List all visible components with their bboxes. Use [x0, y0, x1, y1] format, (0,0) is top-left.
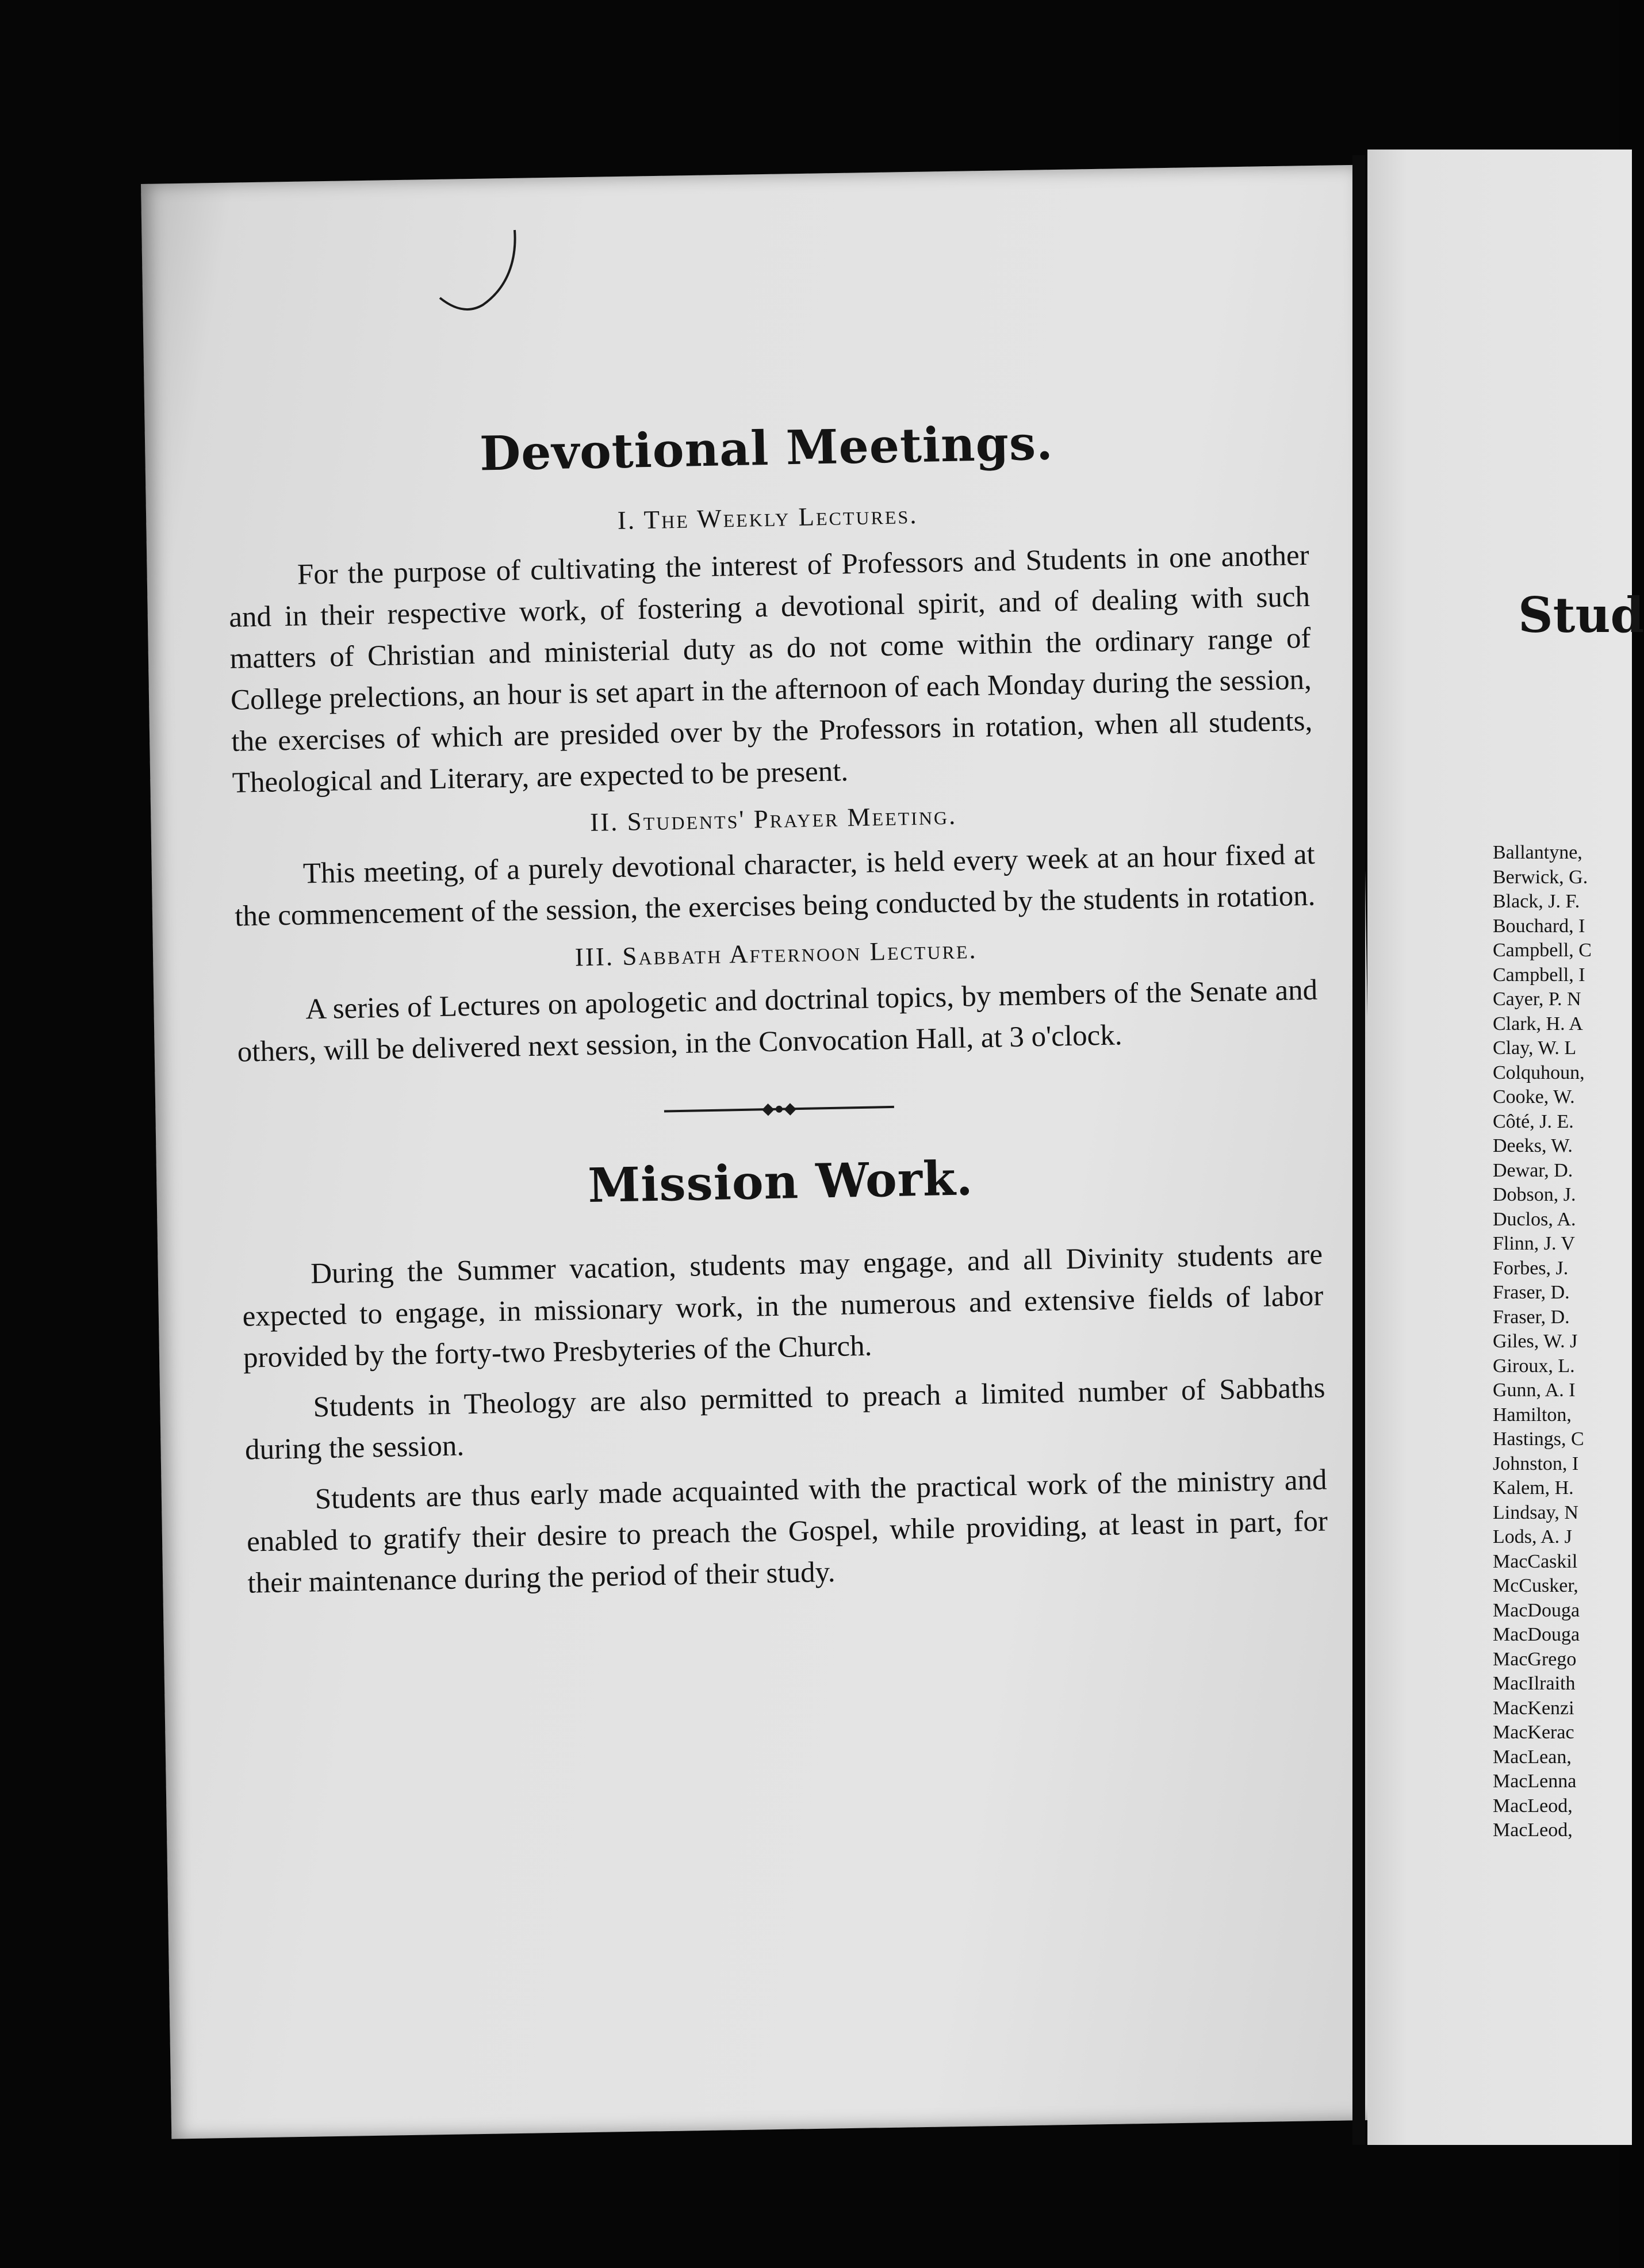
student-name: Hamilton, [1493, 1404, 1572, 1426]
student-name: Clark, H. A [1493, 1013, 1583, 1035]
student-name: Bouchard, I [1493, 915, 1585, 937]
student-name: Ballantyne, [1493, 842, 1582, 863]
student-name: Dobson, J. [1493, 1184, 1576, 1205]
student-name: MacLeod, [1493, 1795, 1573, 1817]
student-name: Giroux, L. [1493, 1355, 1575, 1377]
paragraph-mission-3: Students are thus early made acquainted with the practical work of the ministry and enabled to gratify their desire to preach the Gospel, while providing, at least in part, for their maintenance during the period of their study. [246, 1464, 1328, 1600]
student-name: MacLean, [1493, 1746, 1572, 1768]
student-name: Fraser, D. [1493, 1306, 1570, 1328]
paragraph-weekly-lectures: For the purpose of cultivating the interest of Professors and Students in one another and in their respective work, of fostering a devotional spirit, and of dealing with such matters of Christian and ministerial duty as do not come within the ordinary range of College prelections, an hour is set apart in the afternoon of each Monday during the session, the exercises of which are presided over by the Professors in rotation, when all students, Theological and Literary, are expected to be present. [228, 539, 1313, 799]
heading-mission-work: Mission Work. [587, 1151, 974, 1214]
student-name: Côté, J. E. [1493, 1110, 1574, 1132]
paragraph-prayer-meeting: This meeting, of a purely devotional character, is held every week at an hour fixed at the commencement of the session, the exercises being conducted by the students in rotation. [234, 838, 1316, 933]
subheading-weekly-lectures: I. The Weekly Lectures. [617, 500, 918, 535]
right-page-heading: Stud [1518, 587, 1644, 643]
student-name: Forbes, J. [1493, 1257, 1569, 1279]
paragraph-mission-1: During the Summer vacation, students may engage, and all Divinity students are expected to engage, in missionary work, in the numerous and extensive fields of labor provided by the forty-two Presbyteries of the Church. [242, 1238, 1324, 1374]
student-name: Campbell, C [1493, 940, 1592, 961]
paragraph-mission-2: Students in Theology are also permitted to preach a limited number of Sabbaths during the session. [244, 1371, 1325, 1466]
subheading-sabbath-lecture: III. Sabbath Afternoon Lecture. [574, 935, 978, 972]
paragraph-sabbath-lecture: A series of Lectures on apologetic and doctrinal topics, by members of the Senate and others, will be delivered next session, in the Convocation Hall, at 3 o'clock. [237, 974, 1318, 1068]
student-name: MacKerac [1493, 1722, 1574, 1743]
student-name: McCusker, [1493, 1575, 1578, 1596]
student-name: Campbell, I [1493, 964, 1585, 986]
student-name: Cayer, P. N [1493, 989, 1581, 1010]
student-name: Gunn, A. I [1493, 1380, 1576, 1401]
student-name: MacGrego [1493, 1648, 1577, 1670]
heading-devotional-meetings: Devotional Meetings. [479, 415, 1054, 482]
student-name: MacCaskil [1493, 1550, 1578, 1572]
student-name: Clay, W. L [1493, 1037, 1577, 1059]
student-name: MacDouga [1493, 1599, 1580, 1621]
student-name: Kalem, H. [1493, 1477, 1574, 1499]
student-name: Giles, W. J [1493, 1331, 1578, 1352]
left-page-content [224, 347, 1329, 1604]
student-name: MacDouga [1493, 1624, 1580, 1645]
student-name: Fraser, D. [1493, 1282, 1570, 1303]
student-name: Johnston, I [1493, 1453, 1579, 1474]
student-name-list [1493, 841, 1631, 1843]
student-name: Deeks, W. [1493, 1135, 1573, 1156]
pencil-mark [437, 230, 518, 316]
student-name: Cooke, W. [1493, 1086, 1575, 1108]
page-gutter [1352, 155, 1365, 2145]
student-name: Dewar, D. [1493, 1159, 1573, 1181]
student-name: MacKenzi [1493, 1697, 1574, 1719]
student-name: Black, J. F. [1493, 891, 1580, 912]
student-name: Lods, A. J [1493, 1526, 1572, 1547]
student-name: Flinn, J. V [1493, 1233, 1575, 1254]
subheading-prayer-meeting: II. Students' Prayer Meeting. [589, 800, 957, 837]
student-name: Duclos, A. [1493, 1208, 1576, 1230]
ornamental-divider: ◆●◆ [664, 1101, 894, 1117]
student-name: Lindsay, N [1493, 1501, 1578, 1523]
student-name: Hastings, C [1493, 1428, 1584, 1450]
student-name: Colquhoun, [1493, 1062, 1585, 1083]
student-name: Berwick, G. [1493, 866, 1588, 888]
student-name: MacLenna [1493, 1771, 1577, 1792]
student-name: MacIlraith [1493, 1673, 1576, 1694]
student-name: MacLeod, [1493, 1819, 1573, 1841]
